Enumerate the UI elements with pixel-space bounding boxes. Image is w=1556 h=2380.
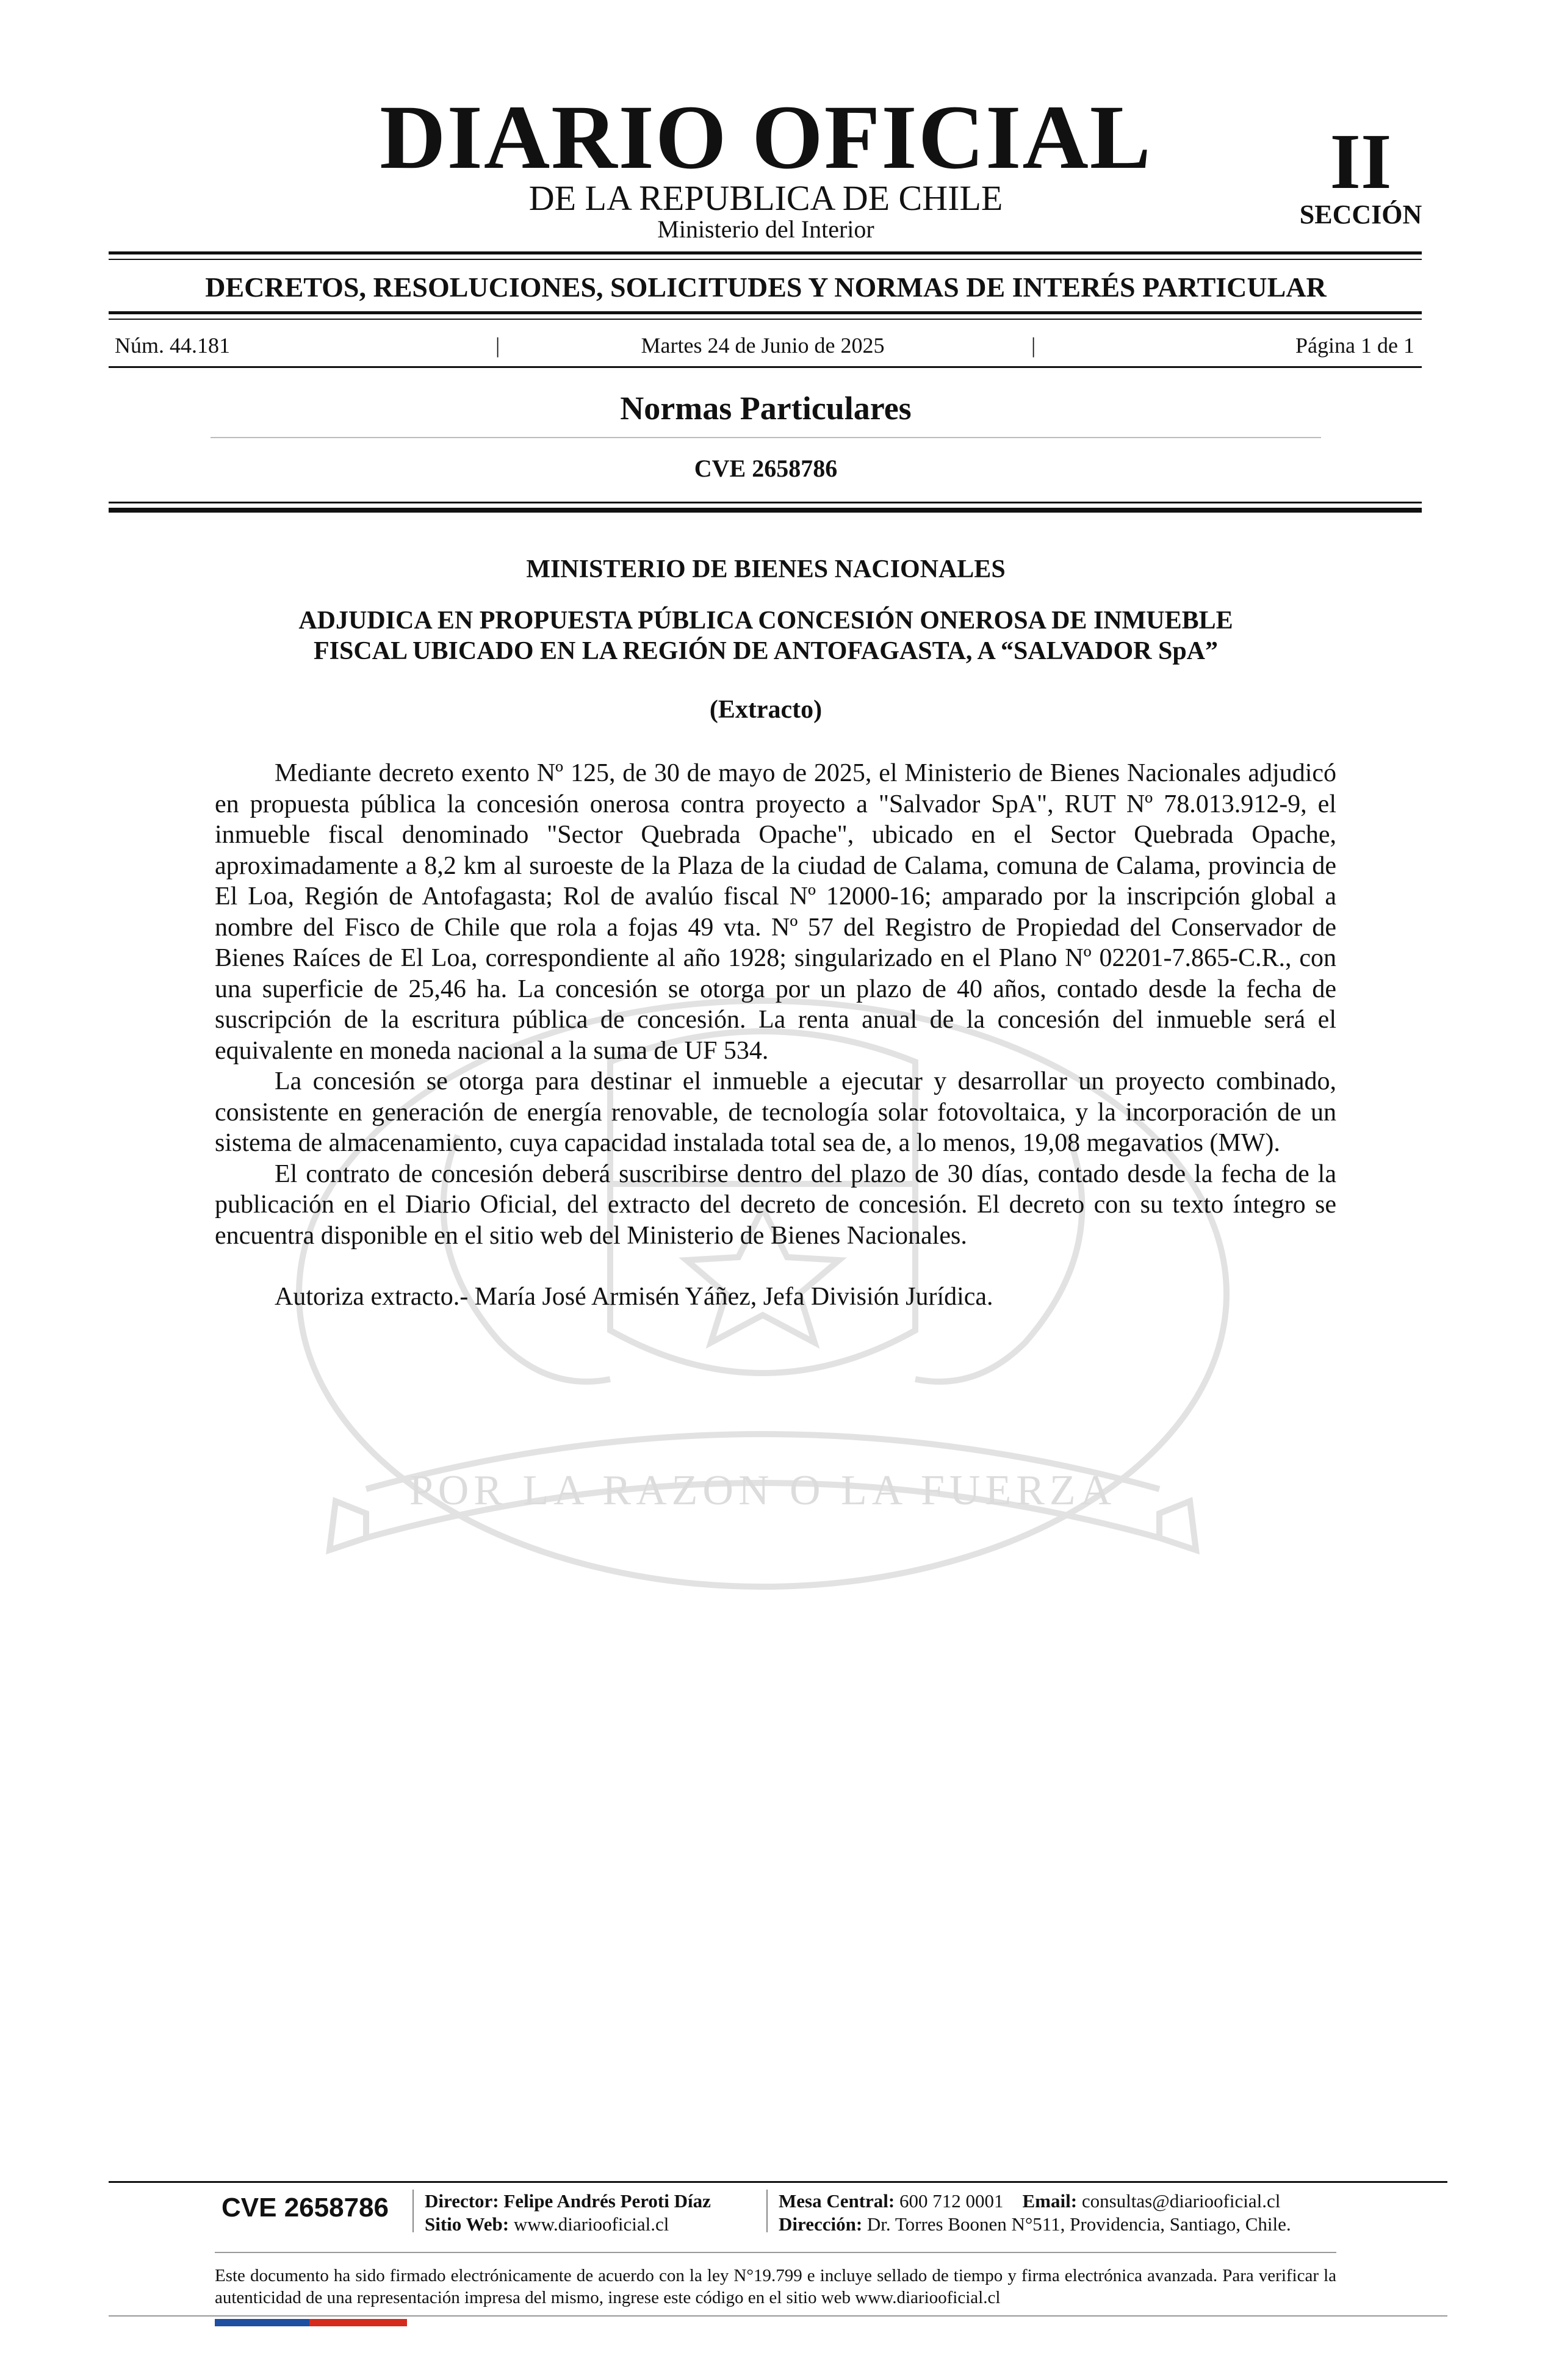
footer-legal-notice: Este documento ha sido firmado electrónicamente de acuerdo con la ley N°19.799 e incluye sellado de tiempo y firma electrónica avanzada. Para verificar la autenticidad de una representación impresa del mismo, ingrese este código en el sitio web www.diariooficial.cl — [215, 2266, 1336, 2307]
flag-stripe-blue — [215, 2319, 309, 2326]
footer-rule-bottom — [109, 2315, 1447, 2317]
header-rule-mid-thin — [109, 319, 1422, 320]
director-label: Director: — [425, 2190, 499, 2212]
watermark-motto: POR LA RAZON O LA FUERZA — [409, 1467, 1117, 1514]
meta-separator: | — [495, 333, 500, 358]
director-name: Felipe Andrés Peroti Díaz — [503, 2190, 711, 2212]
header-rule-top — [109, 251, 1422, 254]
document-title-line-1: ADJUDICA EN PROPUESTA PÚBLICA CONCESIÓN ONEROSA DE INMUEBLE — [298, 607, 1233, 635]
email-link[interactable]: consultas@diariooficial.cl — [1081, 2190, 1281, 2212]
document-title-line-2: FISCAL UBICADO EN LA REGIÓN DE ANTOFAGASTA, A “SALVADOR SpA” — [313, 637, 1219, 666]
section-title-rule — [211, 437, 1321, 438]
masthead-ministry: Ministerio del Interior — [657, 215, 874, 243]
issue-number: Núm. 44.181 — [115, 333, 230, 358]
header-rule-bottom-thick — [109, 508, 1422, 513]
footer-rule-top — [109, 2181, 1447, 2183]
meta-separator: | — [1031, 333, 1036, 358]
footer-contact-block — [779, 2190, 1364, 2236]
section-label: SECCIÓN — [1299, 200, 1422, 229]
central-label: Mesa Central: — [779, 2190, 895, 2212]
central-phone: 600 712 0001 — [899, 2190, 1004, 2212]
masthead-subtitle: DE LA REPUBLICA DE CHILE — [528, 178, 1003, 218]
footer-cve-code: CVE 2658786 — [222, 2193, 389, 2223]
website-label: Sitio Web: — [425, 2213, 510, 2235]
section-number: II — [1330, 118, 1392, 206]
section-title: Normas Particulares — [620, 390, 912, 427]
footer-rule-mid — [215, 2252, 1336, 2253]
masthead-title: DIARIO OFICIAL — [380, 87, 1152, 188]
issuing-ministry: MINISTERIO DE BIENES NACIONALES — [526, 555, 1006, 583]
header-rule-top-thin — [109, 259, 1422, 260]
signature-line: Autoriza extracto.- María José Armisén Yáñez, Jefa División Jurídica. — [275, 1283, 993, 1311]
footer-divider — [766, 2190, 768, 2232]
page-number: Página 1 de 1 — [1295, 333, 1414, 358]
email-label: Email: — [1022, 2190, 1078, 2212]
website-link[interactable]: www.diariooficial.cl — [513, 2213, 669, 2235]
body-paragraph: La concesión se otorga para destinar el inmueble a ejecutar y desarrollar un proyecto combinado, consistente en generación de energía renovable, de tecnología solar fotovoltaica, y la incorporación de un sistema de almacenamiento, cuya capacidad instalada total sea de, a lo menos, 19,08 megavatios (MW). — [215, 1067, 1336, 1157]
document-subtitle: (Extracto) — [709, 696, 823, 724]
issue-date: Martes 24 de Junio de 2025 — [641, 333, 885, 358]
header-rule-bottom — [109, 502, 1422, 503]
body-paragraph: El contrato de concesión deberá suscribirse dentro del plazo de 30 días, contado desde la fecha de la publicación en el Diario Oficial, del extracto del decreto de concesión. El decreto con su texto íntegro se encuentra disponible en el sitio web del Ministerio de Bienes Nacionales. — [215, 1159, 1336, 1250]
document-body — [215, 758, 1336, 1313]
address-label: Dirección: — [779, 2213, 863, 2235]
band-title: DECRETOS, RESOLUCIONES, SOLICITUDES Y NORMAS DE INTERÉS PARTICULAR — [205, 272, 1327, 303]
document-title — [244, 605, 1288, 667]
body-paragraph: Mediante decreto exento Nº 125, de 30 de mayo de 2025, el Ministerio de Bienes Nacionales adjudicó en propuesta pública la concesión onerosa contra proyecto a "Salvador SpA", RUT Nº 78.013.912-9, el inmueble fiscal denominado "Sector Quebrada Opache", ubicado en el Sector Quebrada Opache, aproximadamente a 8,2 km al suroeste de la Plaza de la ciudad de Calama, comuna de Calama, provincia de El Loa, Región de Antofagasta; Rol de avalúo fiscal Nº 12000-16; amparado por la inscripción global a nombre del Fisco de Chile que rola a fojas 49 vta. Nº 57 del Registro de Propiedad del Conservador de Bienes Raíces de El Loa, correspondiente al año 1928; singularizado en el Plano Nº 02201-7.865-C.R., con una superficie de 25,46 ha. La concesión se otorga por un plazo de 40 años, contado desde la fecha de suscripción de la escritura pública de concesión. La renta anual de la concesión del inmueble será el equivalente en moneda nacional a la suma de UF 534. — [215, 759, 1336, 1065]
footer-divider — [412, 2190, 414, 2232]
header-rule-mid — [109, 311, 1422, 314]
cve-code: CVE 2658786 — [694, 455, 838, 482]
address-text: Dr. Torres Boonen N°511, Providencia, Santiago, Chile. — [866, 2213, 1291, 2235]
flag-stripe-red — [309, 2319, 407, 2326]
meta-rule — [109, 366, 1422, 368]
footer-director-block — [425, 2190, 766, 2236]
